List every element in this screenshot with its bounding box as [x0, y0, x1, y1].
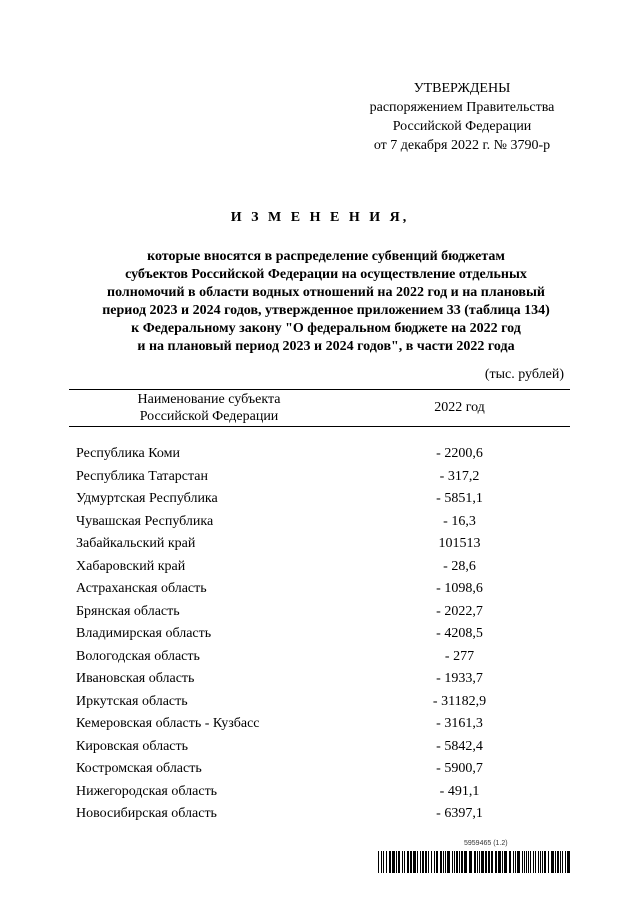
subject-name: Кировская область: [76, 738, 189, 754]
header-subject-line: Российской Федерации: [139, 409, 279, 424]
table-header: [69, 389, 570, 427]
subject-name: Астраханская область: [76, 581, 207, 597]
subtitle-line: которые вносятся в распределение субвенций бюджетам: [147, 249, 505, 264]
table-row: [69, 781, 570, 804]
document-subtitle: [76, 248, 576, 356]
table-row: [69, 713, 570, 736]
units-note: (тыс. рублей): [484, 367, 564, 382]
table-row: [69, 736, 570, 759]
document-title: И З М Е Н Е Н И Я,: [230, 210, 410, 225]
subject-name: Иркутская область: [76, 693, 188, 709]
barcode-label: 5959465 (1.2): [464, 840, 508, 847]
subject-name: Забайкальский край: [76, 536, 196, 552]
table-row: [69, 556, 570, 579]
subject-value: - 277: [444, 648, 475, 664]
approval-line: распоряжением Правительства: [369, 100, 555, 115]
subject-value: - 2022,7: [436, 603, 483, 619]
subtitle-line: субъектов Российской Федерации на осуществление отдельных: [125, 267, 527, 282]
subject-value: - 31182,9: [432, 693, 487, 709]
subject-value: - 1933,7: [436, 671, 483, 687]
approval-line: Российской Федерации: [392, 119, 532, 134]
subject-value: - 5900,7: [436, 761, 483, 777]
subject-name: Брянская область: [76, 603, 180, 619]
header-year: 2022 год: [434, 400, 485, 415]
subject-value: - 3161,3: [436, 716, 483, 732]
subject-name: Чувашская Республика: [76, 513, 214, 529]
table-row: [69, 758, 570, 781]
approval-line: УТВЕРЖДЕНЫ: [413, 81, 511, 96]
subject-value: - 317,2: [439, 468, 480, 484]
subject-name: Хабаровский край: [76, 558, 186, 574]
approval-block: [332, 79, 592, 155]
subject-value: - 4208,5: [436, 626, 483, 642]
subject-name: Костромская область: [76, 761, 202, 777]
table-row: [69, 578, 570, 601]
table-row: [69, 623, 570, 646]
subventions-table: [69, 389, 570, 826]
subject-name: Республика Коми: [76, 446, 180, 462]
subtitle-line: и на плановый период 2023 и 2024 годов", в части 2022 года: [137, 339, 515, 354]
table-body: [69, 443, 570, 826]
subject-name: Нижегородская область: [76, 783, 218, 799]
header-subject: [69, 391, 349, 425]
subject-value: - 491,1: [439, 783, 480, 799]
approval-line: от 7 декабря 2022 г. № 3790-р: [373, 138, 551, 153]
subject-value: - 28,6: [443, 558, 476, 574]
table-row: [69, 803, 570, 826]
subtitle-line: полномочий в области водных отношений на 2022 год и на плановый: [107, 285, 545, 300]
subtitle-line: к Федеральному закону "О федеральном бюджете на 2022 год: [131, 321, 521, 336]
subject-value: - 5842,4: [436, 738, 483, 754]
table-row: [69, 511, 570, 534]
table-row: [69, 601, 570, 624]
subject-value: - 5851,1: [436, 491, 483, 507]
subject-name: Удмуртская Республика: [76, 491, 218, 507]
subject-value: - 2200,6: [436, 446, 483, 462]
table-row: [69, 443, 570, 466]
subject-value: - 1098,6: [436, 581, 483, 597]
subject-name: Новосибирская область: [76, 806, 217, 822]
subject-value: 101513: [438, 536, 481, 552]
header-subject-line: Наименование субъекта: [137, 392, 281, 407]
subject-name: Кемеровская область - Кузбасс: [76, 716, 260, 732]
subtitle-line: период 2023 и 2024 годов, утвержденное приложением 33 (таблица 134): [102, 303, 550, 318]
table-row: [69, 488, 570, 511]
table-row: [69, 533, 570, 556]
subject-name: Владимирская область: [76, 626, 212, 642]
table-row: [69, 646, 570, 669]
subject-name: Республика Татарстан: [76, 468, 209, 484]
subject-value: - 6397,1: [436, 806, 483, 822]
subject-name: Ивановская область: [76, 671, 195, 687]
table-row: [69, 668, 570, 691]
barcode-icon: [378, 851, 570, 873]
table-row: [69, 691, 570, 714]
subject-value: - 16,3: [443, 513, 476, 529]
subject-name: Вологодская область: [76, 648, 200, 664]
table-row: [69, 466, 570, 489]
